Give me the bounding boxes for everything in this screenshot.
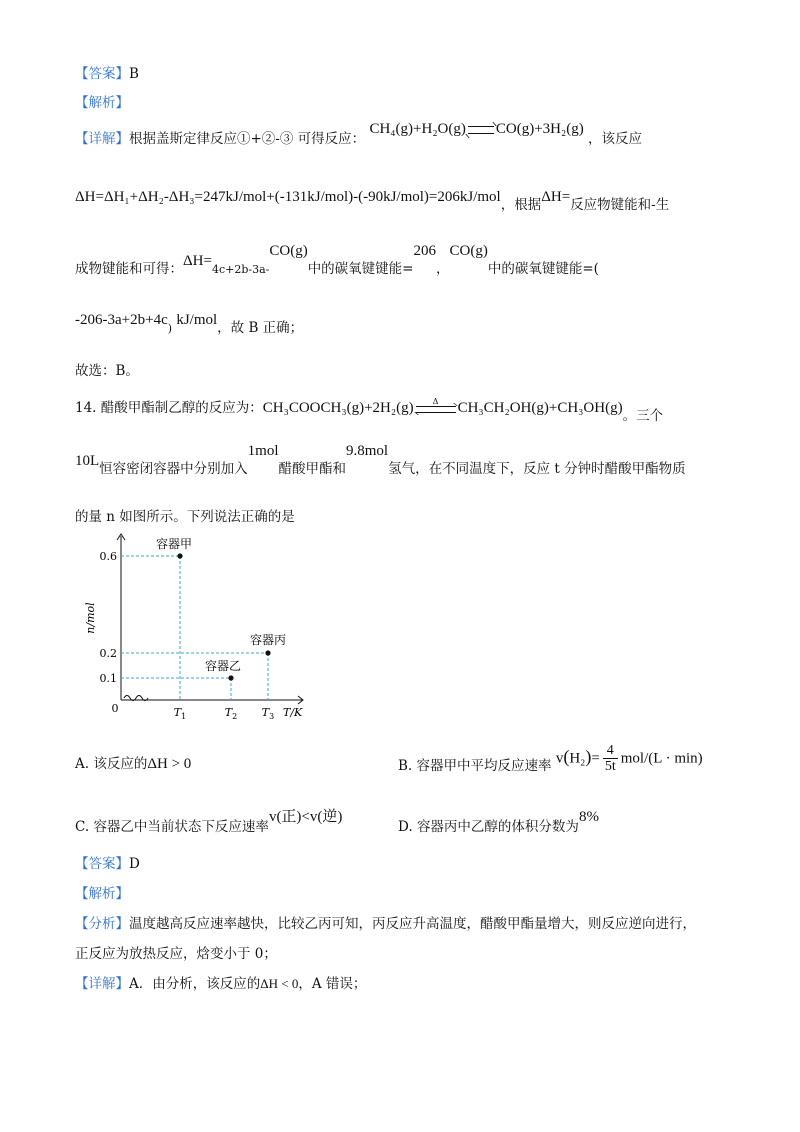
co-label: CO(g) <box>269 243 308 259</box>
detail-line-4 <box>75 311 304 336</box>
x-tick-label: $T_1$ <box>173 706 187 721</box>
text: 恒容密闭容器中分别加入 <box>99 461 248 477</box>
text: 中的碳氧键键能=( <box>487 261 599 277</box>
co-label: CO(g) <box>449 243 488 259</box>
detail-tail: ，该反应 <box>588 131 643 147</box>
detail-line-14 <box>75 976 366 992</box>
rate-unit: mol/(L · min) <box>620 750 703 767</box>
amount-2: 9.8mol <box>346 443 389 459</box>
text: ，根据 <box>500 197 542 213</box>
option-a-math: ΔH > 0 <box>147 756 192 772</box>
point-label: 容器甲 <box>156 537 193 551</box>
detail-tag: 【详解】 <box>75 131 129 147</box>
equation-right: CH₃CH₂OH(g)+CH₃OH(g) <box>457 400 623 416</box>
detail-text: A．由分析，该反应的 <box>129 976 261 992</box>
detail-line-1 <box>75 121 643 148</box>
detail-line-3 <box>75 243 599 277</box>
answer-line-13 <box>75 66 139 82</box>
y-tick-label: 0.2 <box>99 647 117 660</box>
text: 成物键能和可得： <box>75 261 183 277</box>
text: 氢气，在不同温度下，反应 t 分钟时醋酸甲酯物质 <box>388 461 686 477</box>
origin-label: 0 <box>111 702 119 715</box>
heat-equilibrium-arrow-icon: Δ <box>416 403 456 415</box>
option-c-text: 容器乙中当前状态下反应速率 <box>93 819 269 835</box>
detail-tag: 【详解】 <box>75 976 129 992</box>
equilibrium-arrow-icon <box>468 125 494 135</box>
option-c-label: C. <box>75 819 90 835</box>
x-axis-label: T/K <box>283 706 303 719</box>
option-a-label: A. <box>75 756 90 772</box>
rate-fraction: $\frac{4}{5t}$ <box>604 743 616 775</box>
text: 中的碳氧键键能= <box>307 261 414 277</box>
chart <box>70 530 330 725</box>
detail-math: ΔH < 0 <box>260 976 299 991</box>
y-tick-label: 0.6 <box>99 550 117 563</box>
analysis-line-2: 正反应为放热反应，焓变小于 0； <box>75 946 277 962</box>
data-point <box>177 553 182 558</box>
rate-eq: = <box>591 750 600 767</box>
option-b-text: 容器甲中平均反应速率 <box>416 758 552 775</box>
option-c-math: v(正)<v(逆) <box>268 809 343 825</box>
option-d-text: 容器丙中乙醇的体积分数为 <box>416 819 579 835</box>
answer-tag: 【答案】 <box>75 66 129 82</box>
text: 。三个 <box>622 408 664 424</box>
amount-1: 1mol <box>247 443 279 459</box>
detail-tail: ，A 错误； <box>298 976 367 992</box>
text: 醋酸甲酯和 <box>278 461 347 477</box>
option-b-label: B. <box>398 758 413 775</box>
option-d[interactable] <box>398 809 599 836</box>
question-number: 14. <box>75 400 97 416</box>
option-c[interactable] <box>75 809 343 836</box>
choose-line: 故选：B。 <box>75 363 139 379</box>
answer-tag: 【答案】 <box>75 856 129 872</box>
data-point <box>228 675 233 680</box>
equation-left: CH₃COOCH₃(g)+2H₂(g) <box>262 400 414 416</box>
expr: -206-3a+2b+4c <box>75 312 168 328</box>
enthalpy-formula: ΔH=ΔH₁+ΔH₂-ΔH₃=247kJ/mol+(-131kJ/mol)-(-90kJ/mol)=206kJ/mol <box>75 189 501 205</box>
analysis-line-1 <box>75 916 696 932</box>
analysis-text: 温度越高反应速率越快，比较乙丙可知，丙反应升高温度，醋酸甲酯量增大，则反应逆向进行， <box>129 916 696 932</box>
option-d-math: 8% <box>578 809 599 825</box>
option-b[interactable]: B. 容器甲中平均反应速率 v(H₂)= $\frac{4}{5t}$ mol/(L · min) <box>398 743 703 775</box>
analysis-head: 【分析】 <box>75 916 129 932</box>
unit: kJ/mol <box>176 312 218 328</box>
q14-stem-2 <box>75 443 686 477</box>
equation-left: CH₄(g)+H₂O(g) <box>369 121 466 137</box>
expr: 4c+2b-3a- <box>211 263 270 276</box>
answer-value: B <box>129 66 139 82</box>
option-a-text: 该反应的 <box>93 756 148 772</box>
q14-stem-3: 的量 n 如图所示。下列说法正确的是 <box>75 509 295 525</box>
value: 206 <box>413 243 436 259</box>
option-d-label: D. <box>398 819 413 835</box>
point-label: 容器乙 <box>205 659 242 673</box>
y-tick-label: 0.1 <box>99 672 117 685</box>
analysis-tag: 【解析】 <box>75 886 129 902</box>
text: 反应物键能和-生 <box>570 197 670 213</box>
y-axis-label: n/mol <box>84 602 97 634</box>
rate-v: v <box>555 750 564 767</box>
data-point <box>265 650 270 655</box>
volume: 10L <box>75 453 100 469</box>
answer-value: D <box>129 856 140 872</box>
x-tick-label: $T_2$ <box>224 706 238 721</box>
option-a[interactable] <box>75 755 191 773</box>
text: ，故 B 正确； <box>217 320 304 336</box>
paren: ) <box>167 322 173 335</box>
equation-right: CO(g)+3H₂(g) <box>495 121 584 137</box>
delta-h: ΔH= <box>183 253 212 269</box>
detail-line-2 <box>75 188 670 213</box>
text: ， <box>436 261 450 277</box>
rate-h2: H₂ <box>569 750 586 767</box>
x-tick-label: $T_3$ <box>261 706 275 721</box>
q14-stem-1 <box>75 396 664 424</box>
text: 醋酸甲酯制乙醇的反应为： <box>100 400 263 416</box>
answer-line-14 <box>75 856 140 872</box>
analysis-tag: 【解析】 <box>75 95 129 111</box>
point-label: 容器丙 <box>250 633 287 647</box>
detail-text: 根据盖斯定律反应①+②-③ 可得反应： <box>129 131 366 147</box>
delta-h: ΔH= <box>541 189 571 205</box>
